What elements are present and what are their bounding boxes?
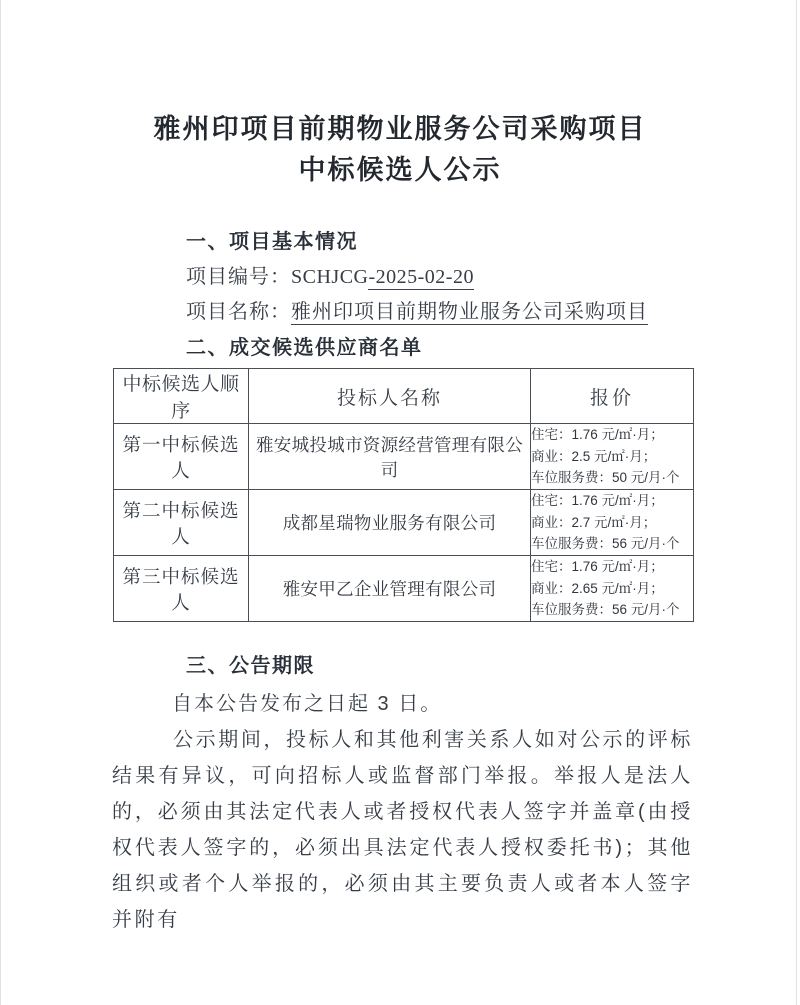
project-number-value-underlined: -2025-02-20 (368, 266, 474, 288)
objection-instructions-paragraph: 公示期间，投标人和其他利害关系人如对公示的评标结果有异议，可向招标人或监督部门举报。举报人是法人的，必须由其法定代表人或者授权代表人签字并盖章(由授权代表人签字的，必须出具法定代表人授权委托书)；其他组织或者个人举报的，必须由其主要负责人或者本人签字并附有 (112, 729, 693, 931)
document-title (0, 109, 800, 191)
rank-cell: 第二中标候选人 (114, 490, 249, 556)
table-header-row (114, 369, 694, 424)
project-number-prefix: SCHJCG (291, 266, 369, 288)
bidder-name-cell: 雅安城投城市资源经营管理有限公司 (249, 424, 531, 490)
table-header-quote: 报价 (531, 369, 694, 424)
quote-line-commercial: 商业：2.65 元/㎡·月； (531, 580, 664, 596)
quote-line-parking: 车位服务费：56 元/月·个 (531, 602, 680, 618)
quote-line-residential: 住宅：1.76 元/㎡·月； (531, 427, 664, 443)
bidder-name-cell: 雅安甲乙企业管理有限公司 (249, 556, 531, 622)
document-title-line2: 中标候选人公示 (298, 155, 502, 186)
section-heading-project-info: 一、项目基本情况 (186, 231, 358, 253)
quote-line-commercial: 商业：2.5 元/㎡·月； (531, 448, 657, 464)
quote-line-residential: 住宅：1.76 元/㎡·月； (531, 559, 664, 575)
bidder-name-cell: 成都星瑞物业服务有限公司 (249, 490, 531, 556)
document-title-line1: 雅州印项目前期物业服务公司采购项目 (153, 114, 647, 145)
section-heading-supplier-list: 二、成交候选供应商名单 (186, 337, 423, 359)
table-header-rank: 中标候选人顺序 (114, 369, 249, 424)
table-row-third-candidate (114, 556, 694, 622)
project-name-label: 项目名称： (186, 301, 291, 323)
table-header-bidder: 投标人名称 (249, 369, 531, 424)
announcement-period-text: 自本公告发布之日起 3 日。 (172, 693, 443, 715)
quote-cell (531, 490, 694, 556)
project-number-label: 项目编号： (186, 266, 291, 288)
quote-cell (531, 424, 694, 490)
project-name-field (186, 299, 648, 325)
quote-line-commercial: 商业：2.7 元/㎡·月； (531, 514, 657, 530)
quote-cell (531, 556, 694, 622)
section-heading-announcement-period: 三、公告期限 (186, 655, 315, 677)
project-name-value-underlined: 雅州印项目前期物业服务公司采购项目 (291, 301, 648, 323)
quote-line-parking: 车位服务费：50 元/月·个 (531, 470, 680, 486)
project-number-field (186, 264, 474, 290)
quote-line-residential: 住宅：1.76 元/㎡·月； (531, 493, 664, 509)
table-row-first-candidate (114, 424, 694, 490)
rank-cell: 第一中标候选人 (114, 424, 249, 490)
quote-line-parking: 车位服务费：56 元/月·个 (531, 536, 680, 552)
table-row-second-candidate (114, 490, 694, 556)
bid-candidates-table (113, 368, 694, 622)
rank-cell: 第三中标候选人 (114, 556, 249, 622)
